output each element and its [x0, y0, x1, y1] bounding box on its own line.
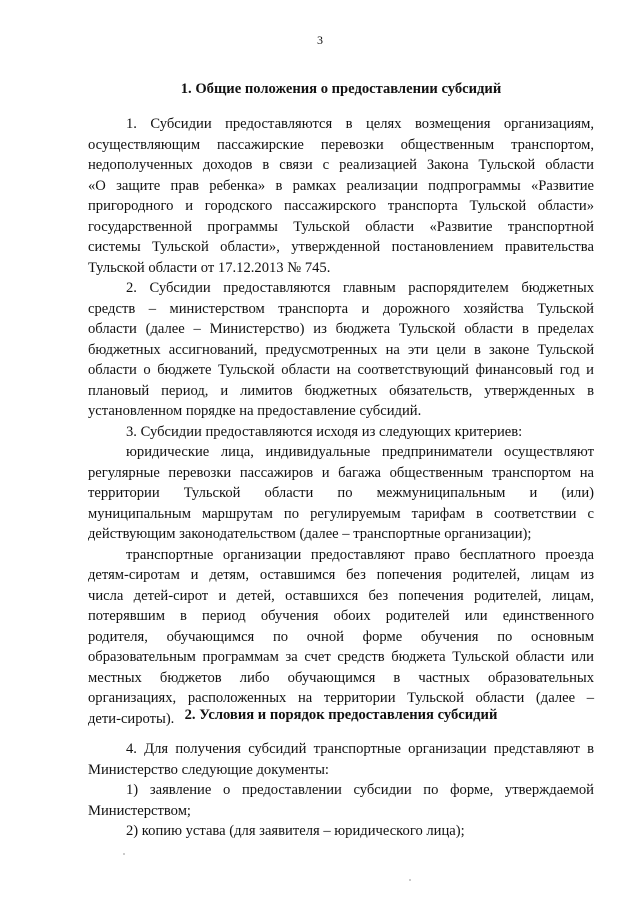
text-line: действующим законодательством (далее – транспортные организации);: [88, 526, 532, 542]
text-line: юридические лица, индивидуальные предприниматели осуществляют: [126, 444, 594, 460]
scan-speck: [123, 853, 125, 855]
text-line: 4. Для получения субсидий транспортные организации представляют в: [126, 741, 594, 757]
text-line: муниципальным маршрутам по регулируемым тарифам в соответствии с: [88, 505, 594, 522]
text-line: регулярные перевозки пассажиров и багажа общественным транспортом на: [88, 464, 594, 481]
text-line: Министерством;: [88, 802, 191, 819]
text-line: родителя, обучающимся по очной форме обучения по основным: [88, 628, 594, 645]
text-line: государственной программы Тульской области «Развитие транспортной: [88, 218, 594, 235]
scan-speck: [409, 879, 411, 881]
text-line: местных бюджетов либо обучающимся в частных образовательных: [88, 669, 594, 686]
text-line: осуществляющим пассажирские перевозки общественным транспортом,: [88, 136, 594, 153]
text-line: бюджетных ассигнований, предусмотренных на эти цели в законе Тульской: [88, 341, 594, 358]
text-line: области (далее – Министерство) из бюджета Тульской области в пределах: [88, 321, 594, 337]
text-line: 3. Субсидии предоставляются исходя из следующих критериев:: [126, 423, 523, 440]
text-line: 1) заявление о предоставлении субсидии по форме, утверждаемой: [126, 782, 594, 798]
section-2-heading: 2. Условия и порядок предоставления субсидий: [184, 707, 498, 723]
text-line: недополученных доходов в связи с реализацией Закона Тульской области: [88, 157, 594, 173]
text-line: транспортные организации предоставляют право бесплатного проезда: [126, 546, 594, 563]
text-line: 2) копию устава (для заявителя – юридического лица);: [126, 823, 465, 839]
text-line: системы Тульской области», утвержденной постановлением правительства: [88, 239, 594, 255]
text-line: Министерство следующие документы:: [88, 761, 329, 778]
text-line: территории Тульской области по межмуниципальным и (или): [88, 485, 594, 501]
text-line: дети-сироты).: [88, 710, 175, 727]
text-line: средств – министерством транспорта и дорожного хозяйства Тульской: [88, 300, 594, 317]
text-line: пригородного и городского пассажирского транспорта Тульской области»: [88, 198, 594, 214]
text-line: детям-сиротам и детям, оставшимся без попечения родителей, лицам из: [88, 567, 594, 583]
text-line: Тульской области от 17.12.2013 № 745.: [88, 259, 331, 276]
section-1-body: [88, 114, 594, 729]
page-number: 3: [317, 33, 323, 47]
section-2-body: [88, 739, 594, 842]
text-line: числа детей-сирот и детей, оставшихся без попечения родителей, лицам,: [88, 587, 594, 604]
text-line: 2. Субсидии предоставляются главным распорядителем бюджетных: [126, 280, 594, 296]
text-line: образовательным программам за счет средств бюджета Тульской области или: [88, 649, 594, 665]
text-line: области о бюджете Тульской области на соответствующий финансовый год и: [88, 362, 594, 378]
section-1-heading: 1. Общие положения о предоставлении субсидий: [180, 81, 502, 97]
text-line: организациях, расположенных на территории Тульской области (далее –: [88, 690, 594, 706]
text-line: 1. Субсидии предоставляются в целях возмещения организациям,: [126, 116, 594, 132]
text-line: плановый период, и лимитов бюджетных обязательств, утвержденных в: [88, 382, 594, 399]
text-line: установленном порядке на предоставление субсидий.: [88, 403, 422, 419]
text-line: «О защите прав ребенка» в рамках реализации подпрограммы «Развитие: [88, 177, 594, 194]
text-line: потерявшим в период обучения обоих родителей или единственного: [88, 608, 594, 624]
